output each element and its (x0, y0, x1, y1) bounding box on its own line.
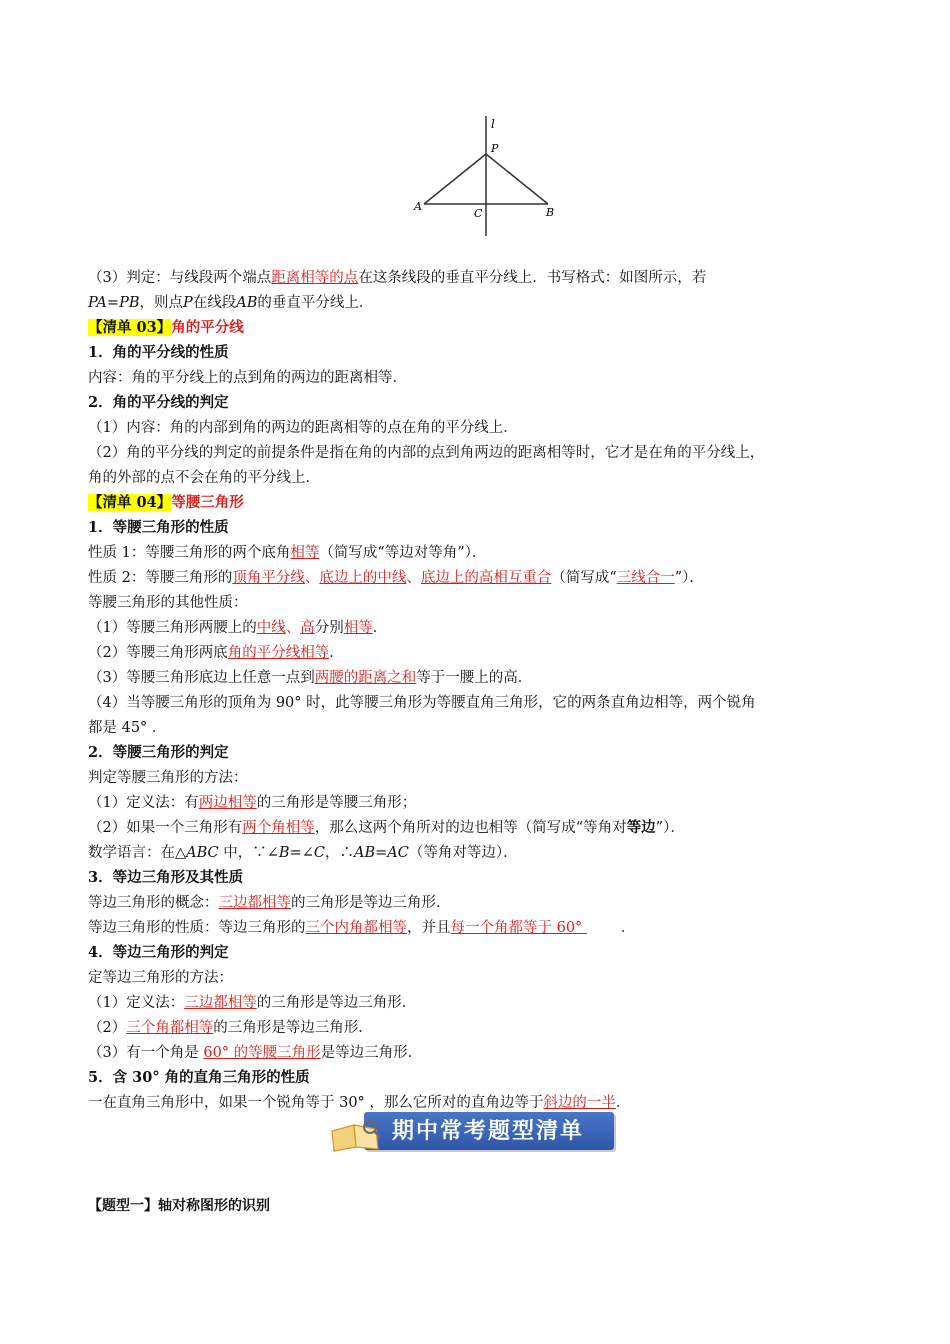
text: =∠ (289, 845, 314, 861)
answer-blank: 三个内角都相等 (305, 920, 407, 936)
text: （3）等腰三角形底边上任意一点到 (88, 670, 315, 686)
paragraph (88, 991, 416, 1015)
text: 性质 2：等腰三角形的 (88, 570, 233, 586)
text: 在这条线段的垂直平分线上．书写格式：如图所示，若 (358, 270, 707, 286)
text: 性质 1：等腰三角形的两个底角 (88, 545, 291, 561)
paragraph: （1）内容：角的内部到角的两边的距离相等的点在角的平分线上． (88, 420, 518, 436)
paragraph (88, 891, 451, 915)
paragraph (88, 816, 685, 840)
text: 在线段 (192, 295, 237, 311)
subheading: 1．等腰三角形的性质 (88, 519, 229, 536)
answer-blank: 角的平分线相等 (227, 645, 330, 661)
text: 的三角形是等腰三角形； (256, 795, 417, 811)
text: （2）如果一个三角形有 (88, 820, 243, 836)
subheading: 3．等边三角形及其性质 (88, 869, 244, 886)
paragraph (88, 791, 416, 815)
text: 一在直角三角形中，如果一个锐角等于 30° ，那么它所对的直角边等于 (88, 1095, 544, 1111)
paragraph: 判定等腰三角形的方法： (88, 770, 248, 786)
paragraph: 角的外部的点不会在角的平分线上． (88, 470, 320, 486)
var: PB (119, 295, 140, 311)
paragraph: 内容：角的平分线上的点到角的两边的距离相等． (88, 370, 407, 386)
label-l: l (491, 117, 495, 131)
answer-blank: 两腰的距离之和 (314, 670, 417, 686)
paragraph: （2）角的平分线的判定的前提条件是指在角的内部的点到角两边的距离相等时，它才是在角的平分线上， (88, 445, 765, 461)
text: 的垂直平分线上． (257, 295, 374, 311)
label-b: B (546, 206, 555, 219)
subheading: 2．等腰三角形的判定 (88, 744, 229, 761)
book-icon (330, 1119, 382, 1153)
separator: 、 (304, 570, 320, 586)
text: 等边三角形的概念： (88, 895, 219, 911)
answer-blank: 相等 (290, 545, 320, 561)
answer-blank: 三线合一 (616, 570, 675, 586)
var: AB (236, 295, 258, 311)
subheading: 2．角的平分线的判定 (88, 394, 229, 411)
answer-blank: 相等 (343, 620, 373, 636)
subheading: 4．等边三角形的判定 (88, 944, 229, 961)
text: ”）． (655, 820, 685, 836)
paragraph: （4）当等腰三角形的顶角为 90° 时，此等腰三角形为等腰直角三角形，它的两条直角边相等，两个锐角 (88, 695, 756, 711)
answer-blank: 三个角都相等 (126, 1020, 214, 1036)
text: 中，∵∠ (218, 845, 279, 861)
answer-blank: 距离相等的点 (271, 270, 359, 286)
text: 的三角形是等边三角形． (256, 995, 417, 1011)
answer-blank: 两边相等 (198, 795, 257, 811)
answer-blank: 顶角平分线 (232, 570, 305, 586)
paragraph (88, 616, 387, 640)
text: （1）定义法：有 (88, 795, 199, 811)
paragraph (88, 566, 704, 590)
paragraph: 都是 45° ． (88, 720, 167, 736)
answer-blank: 中线 (256, 620, 286, 636)
var: C (313, 845, 325, 861)
text: （2）等腰三角形两底 (88, 645, 228, 661)
paragraph (88, 666, 532, 690)
text: ． (372, 620, 388, 636)
segment-pb (486, 154, 548, 204)
paragraph (88, 641, 344, 665)
list-title: 等腰三角形 (171, 494, 244, 511)
var: ABC (186, 845, 219, 861)
answer-blank: 底边上的中线 (319, 570, 407, 586)
text: 是等边三角形． (320, 1045, 423, 1061)
paragraph (88, 1016, 373, 1040)
text: （简写成“ (551, 570, 617, 586)
text: （1）定义法： (88, 995, 185, 1011)
text: = (106, 295, 120, 311)
text: 数学语言：在△ (88, 845, 187, 861)
paragraph: 定等边三角形的方法： (88, 970, 233, 986)
text: 等于一腰上的高． (416, 670, 533, 686)
text: ，则点 (139, 295, 183, 311)
text: （3）判定：与线段两个端点 (88, 270, 272, 286)
text: ． (615, 1095, 631, 1111)
text: ． (620, 920, 636, 936)
separator: 、 (285, 620, 301, 636)
text: 等边三角形的性质：等边三角形的 (88, 920, 306, 936)
segment-pa (424, 154, 486, 204)
question-type-heading: 【题型一】轴对称图形的识别 (88, 1198, 270, 1214)
section-banner (330, 1107, 620, 1155)
text: （3）有一个角是 (88, 1045, 204, 1061)
label-c: C (474, 207, 483, 220)
list03-heading (88, 316, 244, 340)
answer-blank: 高 (300, 620, 315, 636)
text: ”）． (674, 570, 704, 586)
text: 的三角形是等边三角形． (291, 895, 451, 911)
var: PA (88, 295, 107, 311)
text: （简写成“等边对等角”）． (319, 545, 487, 561)
answer-blank: 两个角相等 (242, 820, 315, 836)
text: ，并且 (407, 920, 451, 936)
label-p: P (491, 142, 499, 155)
math-language (88, 841, 518, 865)
paragraph (88, 916, 635, 940)
judge-line-1 (88, 266, 706, 290)
list04-heading (88, 491, 244, 515)
paragraph (88, 541, 486, 565)
text: 分别 (314, 620, 344, 636)
perpendicular-bisector-figure (400, 112, 580, 242)
answer-blank: 斜边的一半 (543, 1095, 616, 1111)
banner-title: 期中常考题型清单 (392, 1119, 585, 1144)
subheading: 5．含 30° 角的直角三角形的性质 (88, 1069, 310, 1086)
answer-blank: 三边都相等 (218, 895, 291, 911)
text: = (375, 845, 388, 861)
judge-line-2 (88, 291, 373, 315)
answer-blank: 三边都相等 (184, 995, 257, 1011)
text: （等角对等边）． (408, 845, 518, 861)
text: （1）等腰三角形两腰上的 (88, 620, 257, 636)
answer-blank: 底边上的高相互重合 (420, 570, 552, 586)
list-tag: 【清单 03】 (88, 319, 172, 336)
list-title: 角的平分线 (171, 319, 244, 336)
separator: 、 (406, 570, 421, 586)
var: B (278, 845, 290, 861)
subheading: 1．角的平分线的性质 (88, 344, 229, 361)
bold-text: 等边 (626, 819, 656, 836)
label-a: A (414, 200, 422, 213)
text: （2） (88, 1020, 127, 1036)
answer-blank: 每一个角都等于 60° (450, 920, 587, 936)
list-tag: 【清单 04】 (88, 494, 172, 511)
text: ． (329, 645, 344, 661)
var: P (182, 295, 193, 311)
text: ，∴ (325, 845, 354, 861)
text: ，那么这两个角所对的边也相等（简写成“等角对 (314, 820, 627, 836)
answer-blank: 60° 的等腰三角形 (203, 1045, 321, 1061)
paragraph: 等腰三角形的其他性质： (88, 595, 248, 611)
var: AB (354, 845, 376, 861)
text: 的三角形是等边三角形． (213, 1020, 373, 1036)
paragraph (88, 1041, 422, 1065)
var: AC (387, 845, 409, 861)
